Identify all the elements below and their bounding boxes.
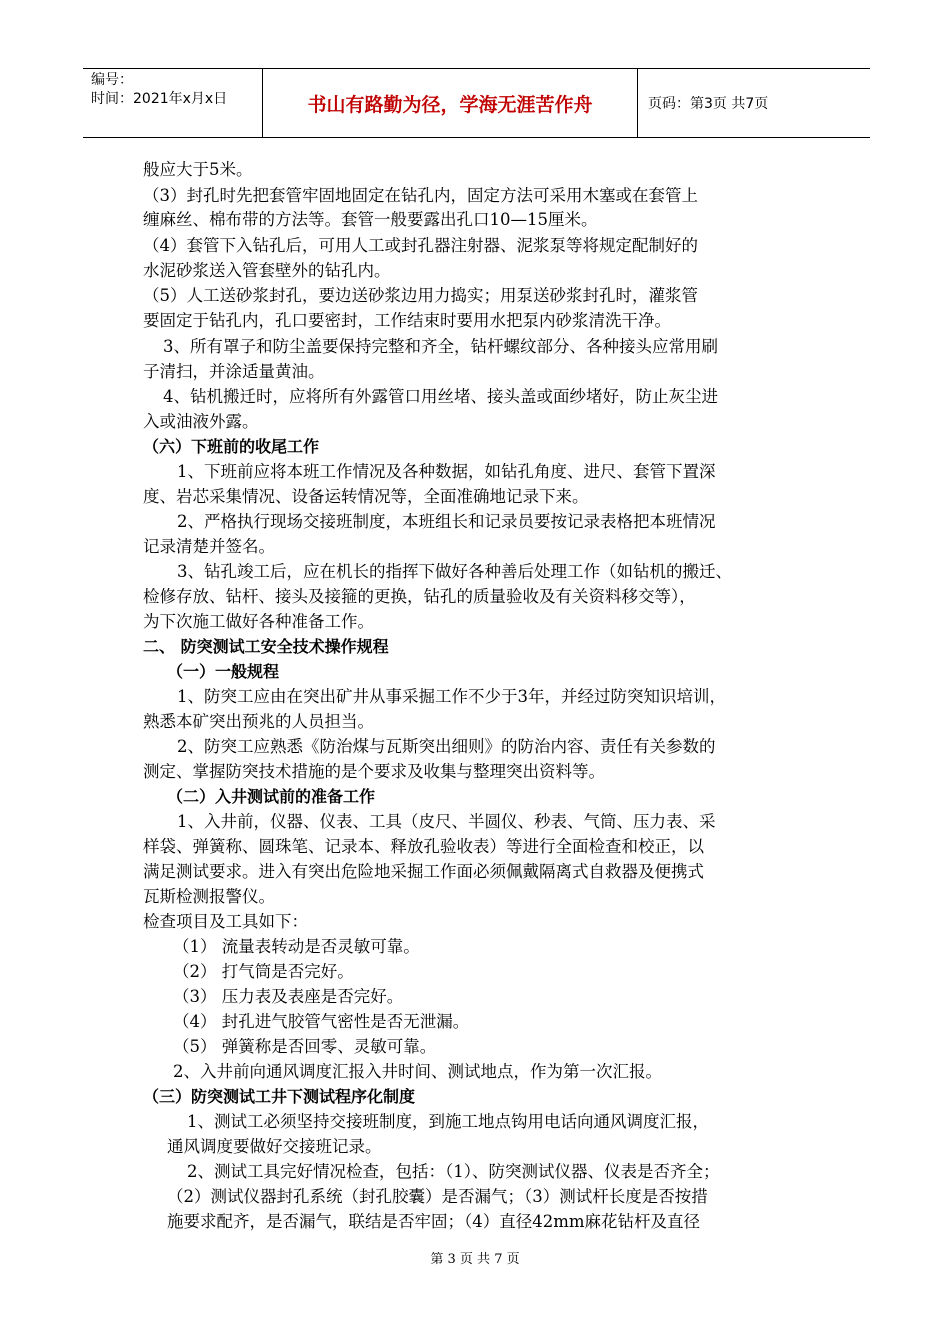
text-line: 1、下班前应将本班工作情况及各种数据，如钻孔角度、进尺、套管下置深 (177, 462, 716, 481)
text-line: 度、岩芯采集情况、设备运转情况等，全面准确地记录下来。 (143, 487, 589, 506)
page-footer: 第 3 页 共 7 页 (430, 1252, 520, 1267)
text-line: 记录清楚并签名。 (143, 537, 275, 556)
checklist-item: （5） 弹簧称是否回零、灵敏可靠。 (173, 1037, 437, 1056)
text-line: 通风调度要做好交接班记录。 (167, 1137, 382, 1156)
text-line: 样袋、弹簧称、圆珠笔、记录本、释放孔验收表）等进行全面检查和校正，以 (143, 837, 704, 856)
text-line: 缠麻丝、棉布带的方法等。套管一般要露出孔口10—15厘米。 (143, 210, 598, 229)
text-line: 为下次施工做好各种准备工作。 (143, 612, 374, 631)
text-line: 检查项目及工具如下： (143, 912, 308, 931)
text-line: 2、防突工应熟悉《防治煤与瓦斯突出细则》的防治内容、责任有关参数的 (177, 737, 716, 756)
text-line: 3、钻孔竣工后，应在机长的指挥下做好各种善后处理工作（如钻机的搬迁、 (177, 562, 732, 581)
header-motto: 书山有路勤为径，学海无涯苦作舟 (263, 69, 638, 137)
header-meta (83, 69, 263, 137)
text-line: 2、入井前向通风调度汇报入井时间、测试地点，作为第一次汇报。 (173, 1062, 662, 1081)
text-line: 瓦斯检测报警仪。 (143, 887, 275, 906)
text-line: 满足测试要求。进入有突出危险地采掘工作面必须佩戴隔离式自救器及便携式 (143, 862, 704, 881)
number-label: 编号： (91, 72, 133, 88)
text-line: 要固定于钻孔内，孔口要密封，工作结束时要用水把泵内砂浆清洗干净。 (143, 311, 671, 330)
text-line: （3）封孔时先把套管牢固地固定在钻孔内，固定方法可采用木塞或在套管上 (143, 186, 698, 205)
checklist-item: （4） 封孔进气胶管气密性是否无泄漏。 (173, 1012, 470, 1031)
text-line: 1、测试工必须坚持交接班制度，到施工地点钩用电话向通风调度汇报， (187, 1112, 709, 1131)
checklist-item: （2） 打气筒是否完好。 (173, 962, 354, 981)
text-line: 检修存放、钻杆、接头及接箍的更换，钻孔的质量验收及有关资料移交等）， (143, 587, 696, 606)
text-line: 2、测试工具完好情况检查，包括：（1）、防突测试仪器、仪表是否齐全； (187, 1162, 720, 1181)
text-line: 4、钻机搬迁时，应将所有外露管口用丝堵、接头盖或面纱堵好，防止灰尘进 (163, 387, 718, 406)
text-line: （2）测试仪器封孔系统（封孔胶囊）是否漏气；（3）测试杆长度是否按措 (167, 1187, 708, 1206)
page-header (83, 68, 870, 138)
text-line: 测定、掌握防突技术措施的是个要求及收集与整理突出资料等。 (143, 762, 605, 781)
checklist-item: （3） 压力表及表座是否完好。 (173, 987, 404, 1006)
text-line: （5）人工送砂浆封孔，要边送砂浆边用力捣实；用泵送砂浆封孔时，灌浆管 (143, 286, 698, 305)
text-line: 般应大于5米。 (143, 160, 253, 179)
header-page-code: 页码：第3页 共7页 (648, 96, 769, 112)
section-heading: （三）防突测试工井下测试程序化制度 (143, 1087, 416, 1106)
text-line: 水泥砂浆送入管套壁外的钻孔内。 (143, 261, 391, 280)
text-line: 入或油液外露。 (143, 412, 259, 431)
text-line: 子清扫，并涂适量黄油。 (143, 362, 325, 381)
section-heading: （二）入井测试前的准备工作 (167, 787, 376, 806)
text-line: 2、严格执行现场交接班制度，本班组长和记录员要按记录表格把本班情况 (177, 512, 716, 531)
text-line: 熟悉本矿突出预兆的人员担当。 (143, 712, 374, 731)
time-label: 时间：2021年x月x日 (91, 91, 228, 107)
text-line: 1、入井前，仪器、仪表、工具（皮尺、半圆仪、秒表、气筒、压力表、采 (177, 812, 716, 831)
text-line: 3、所有罩子和防尘盖要保持完整和齐全，钻杆螺纹部分、各种接头应常用刷 (163, 337, 718, 356)
checklist-item: （1） 流量表转动是否灵敏可靠。 (173, 937, 420, 956)
text-line: 1、防突工应由在突出矿井从事采掘工作不少于3年，并经过防突知识培训， (177, 687, 726, 706)
text-line: （4）套管下入钻孔后，可用人工或封孔器注射器、泥浆泵等将规定配制好的 (143, 236, 698, 255)
chapter-heading: 二、 防突测试工安全技术操作规程 (143, 637, 389, 656)
section-heading: （六）下班前的收尾工作 (143, 437, 320, 456)
text-line: 施要求配齐，是否漏气，联结是否牢固；（4）直径42mm麻花钻杆及直径 (167, 1212, 701, 1231)
section-heading: （一）一般规程 (167, 662, 280, 681)
